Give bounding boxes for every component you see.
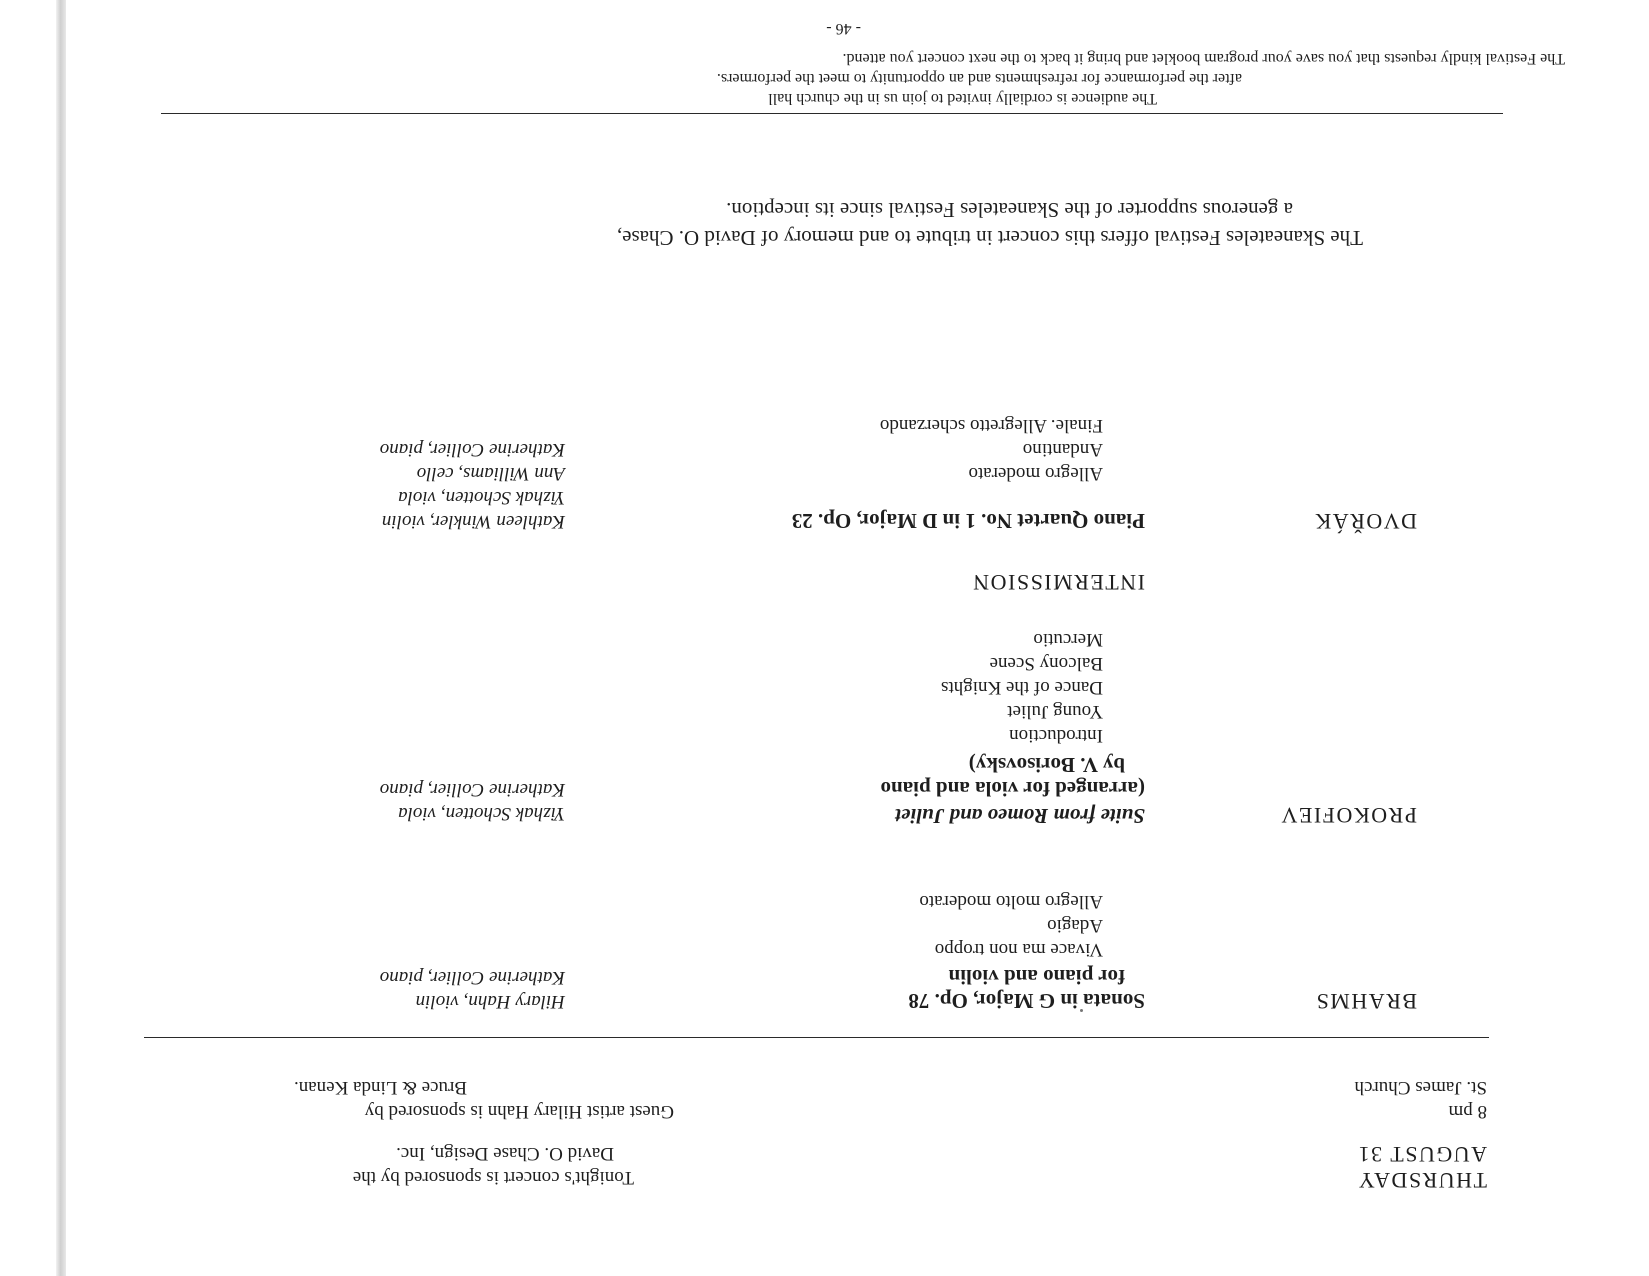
footer-line-3: The Festival kindly requests that you save your program booklet and bring it back to the next concert you attend. [842, 50, 1565, 67]
performer-dvorak-3: Ann Williams, cello [416, 463, 565, 484]
movement-prokofiev-1: Introduction [1009, 725, 1103, 746]
movement-prokofiev-4: Balcony Scene [989, 653, 1103, 674]
header-divider [144, 1037, 1489, 1038]
tribute-line-2: a generous supporter of the Skaneateles Festival since its inception. [726, 198, 1293, 222]
work-title-dvorak: Piano Quartet No. 1 in D Major, Op. 23 [791, 509, 1145, 533]
movement-brahms-3: Allegro molto moderato [919, 891, 1103, 912]
concert-date: AUGUST 31 [1357, 1142, 1487, 1167]
movement-brahms-1: Vivace ma non troppo [934, 939, 1103, 960]
work-title-prokofiev-1: Suite from Romeo and Juliet [895, 804, 1145, 828]
performer-dvorak-4: Katherine Collier, piano [379, 439, 565, 460]
footer-divider [161, 113, 1503, 114]
work-title-brahms-1: Sonata in G Major, Op. 78 [908, 989, 1145, 1013]
concert-day: THURSDAY [1357, 1168, 1487, 1193]
performer-brahms-1: Hilary Hahn, violin [415, 991, 565, 1012]
sponsor-line-1: Tonight's concert is sponsored by the [352, 1167, 634, 1188]
movement-dvorak-1: Allegro moderato [968, 463, 1103, 484]
guest-sponsor-line-1: Guest artist Hilary Hahn is sponsored by [364, 1101, 674, 1122]
footer-line-2: after the performance for refreshments and an opportunity to meet the performers. [716, 70, 1242, 87]
work-title-brahms-2: for piano and violin [948, 965, 1125, 989]
concert-venue: St. James Church [1354, 1077, 1487, 1098]
work-title-prokofiev-3: by V. Borisovsky) [968, 753, 1125, 777]
movement-prokofiev-3: Dance of the Knights [941, 677, 1103, 698]
guest-sponsor-line-2: Bruce & Linda Kenan. [293, 1077, 467, 1098]
movement-prokofiev-2: Young Juliet [1007, 701, 1103, 722]
sponsor-line-2: David O. Chase Design, Inc. [396, 1143, 614, 1164]
work-title-prokofiev-2: (arranged for viola and piano [880, 777, 1145, 801]
movement-dvorak-2: Andantino [1022, 439, 1103, 460]
performer-prokofiev-2: Katherine Collier, piano [379, 779, 565, 800]
movement-dvorak-3: Finale. Allegretto scherzando [879, 415, 1103, 436]
performer-dvorak-2: Yizhak Schotten, viola [398, 487, 565, 508]
movement-prokofiev-5: Mercutio [1033, 629, 1103, 650]
performer-brahms-2: Katherine Collier, piano [379, 967, 565, 988]
page-number: - 46 - [826, 20, 861, 37]
movement-brahms-2: Adagio [1047, 915, 1103, 936]
footer-line-1: The audience is cordially invited to join us in the church hall [768, 90, 1157, 107]
intermission: INTERMISSION [971, 570, 1145, 595]
composer-prokofiev: PROKOFIEV [1280, 803, 1417, 828]
composer-brahms: BRAHMS [1315, 989, 1417, 1014]
tribute-line-1: The Skaneateles Festival offers this concert in tribute to and memory of David O. Chase, [616, 226, 1363, 250]
concert-time: 8 pm [1448, 1101, 1487, 1122]
performer-dvorak-1: Kathleen Winkler, violin [381, 511, 565, 532]
performer-prokofiev-1: Yizhak Schotten, viola [398, 803, 565, 824]
composer-dvorak: DVOŘÁK [1313, 509, 1417, 534]
